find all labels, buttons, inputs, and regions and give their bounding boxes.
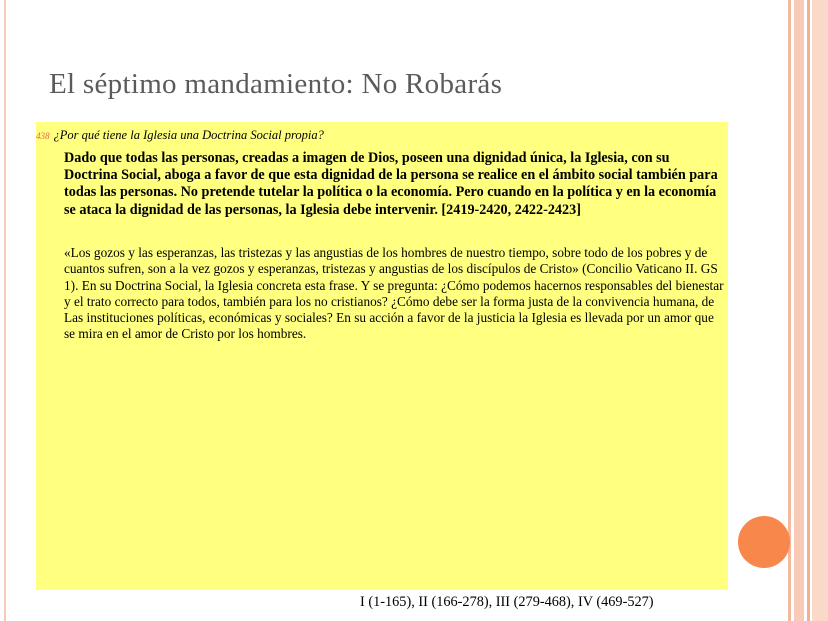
question-text: ¿Por qué tiene la Iglesia una Doctrina Social propia?: [53, 128, 324, 142]
stripe: [788, 0, 791, 621]
stripe: [807, 0, 810, 621]
commentary-text: «Los gozos y las esperanzas, las tristezas y las angustias de los hombres de nuestro tiempo, sobre todo de los pobres y de cuantos sufren, son a la vez gozos y esperanzas, tristezas y angustias de los discípulos de Cristo» (Concilio Vaticano II. GS 1). En su Doctrina Social, la Iglesia concreta esta frase. Y se pregunta: ¿Cómo podemos hacernos responsables del bienestar y el trato correcto para todos, también para los no cristianos? ¿Cómo debe ser la forma justa de la convivencia humana, de Las instituciones políticas, económicas y sociales? En su acción a favor de la justicia la Iglesia es llevada por un amor que se mira en el amor de Cristo por los hombres.: [64, 245, 724, 342]
stripe: [794, 0, 804, 621]
accent-circle: [738, 516, 790, 568]
slide-title: El séptimo mandamiento: No Robarás: [49, 68, 503, 100]
stripe: [812, 0, 828, 621]
left-border-decoration: [4, 0, 6, 621]
footer-reference: I (1-165), II (166-278), III (279-468), IV (469-527): [360, 594, 654, 610]
answer-text: Dado que todas las personas, creadas a imagen de Dios, poseen una dignidad única, la Iglesia, con su Doctrina Social, aboga a favor de que esta dignidad de la persona se realice en el ámbito social también para todas las personas. No pretende tutelar la política o la economía. Pero cuando en la política y en la economía se ataca la dignidad de las personas, la Iglesia debe intervenir. [2419-2420, 2422-2423]: [64, 150, 718, 218]
question-number: 438: [36, 131, 50, 141]
right-stripes-decoration: [788, 0, 828, 621]
question-line: [36, 128, 324, 143]
content-box: [36, 122, 728, 590]
